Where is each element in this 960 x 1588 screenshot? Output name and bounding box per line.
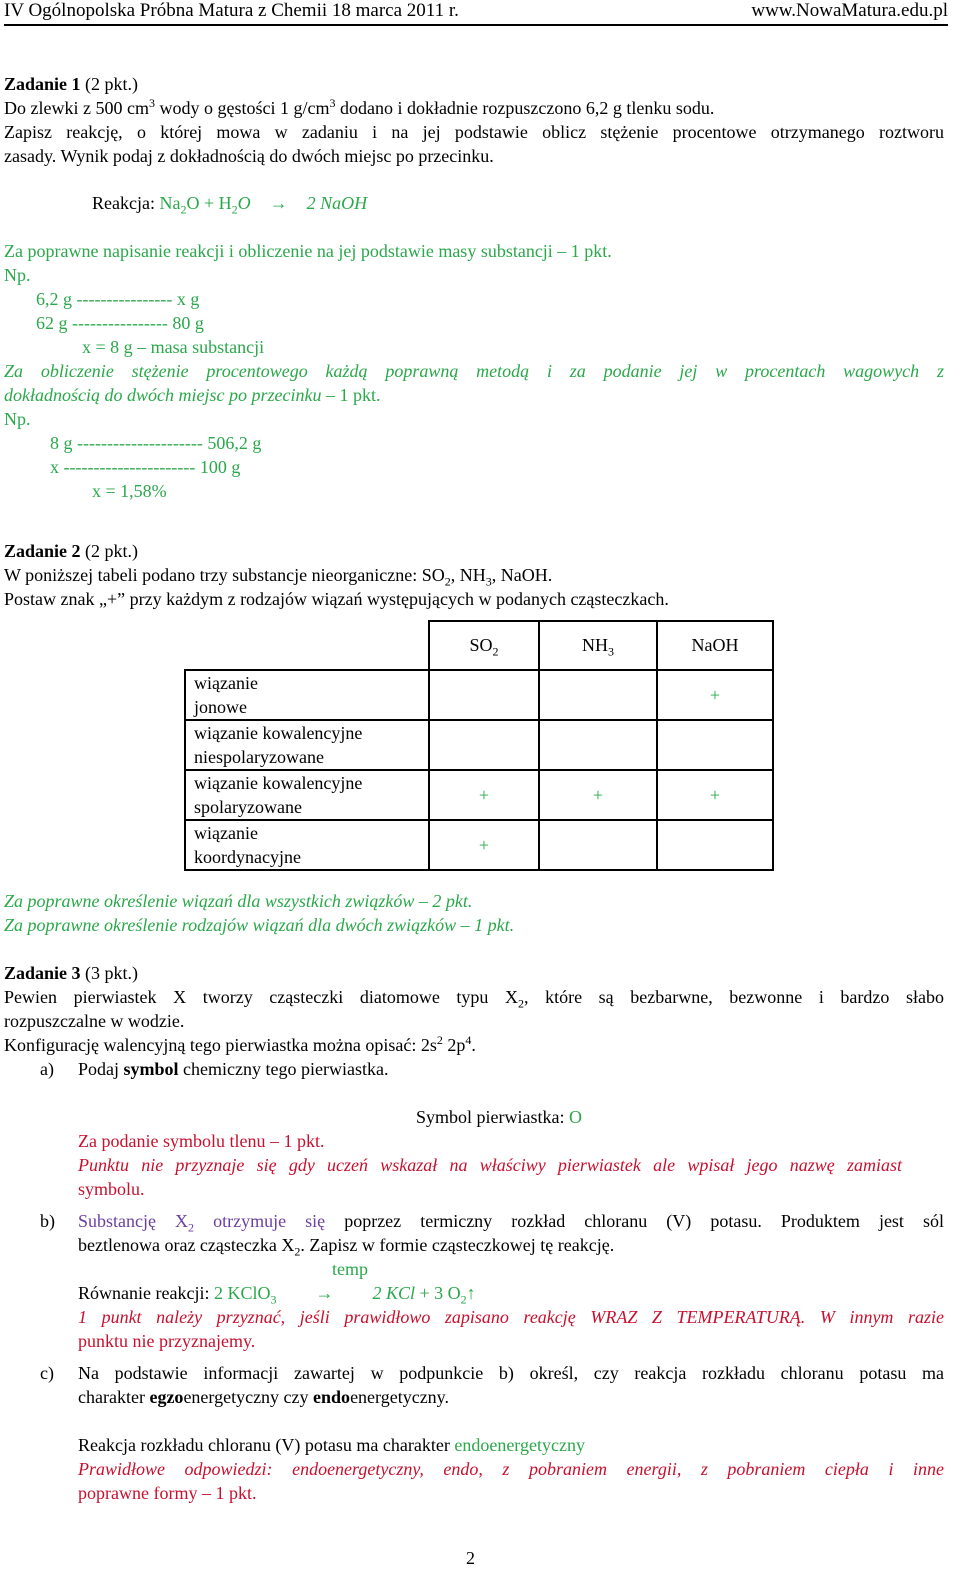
task2-criterion-1: Za poprawne określenie wiązań dla wszystkich związków – 2 pkt. bbox=[4, 891, 473, 911]
task3b-equation: Równanie reakcji: 2 KClO$_3$ → 2 KCl + 3 $O_2↑$ bbox=[78, 1283, 476, 1307]
task2-points: (2 pkt.) bbox=[85, 541, 139, 561]
bonds-table bbox=[184, 620, 774, 871]
task2-text-line1: W poniższej tabeli podano trzy substancje nieorganiczne: $SO_2$, $NH_3$, NaOH. bbox=[4, 565, 553, 589]
task1-points: (2 pkt.) bbox=[85, 74, 139, 94]
task3c-criterion-2: poprawne formy – 1 pkt. bbox=[78, 1483, 257, 1503]
table-cell bbox=[657, 720, 773, 770]
task1-text-line3: zasady. Wynik podaj z dokładnością do dwóch miejsc po przecinku. bbox=[4, 146, 494, 166]
reaction-arrow-icon: → bbox=[315, 1283, 334, 1303]
reaction-arrow-icon: → bbox=[269, 193, 288, 213]
table-cell bbox=[539, 820, 657, 870]
task1-criterion-2b: dokładnością do dwóch miejsc po przecinku – 1 pkt. bbox=[4, 385, 381, 405]
task1-proportion-4: x ---------------------- 100 g bbox=[50, 457, 241, 477]
gas-arrow-icon: ↑ bbox=[466, 1283, 476, 1303]
task1-criterion-2a: Za obliczenie stężenie procentowego każdą poprawną metodą i za podanie jej w procentach wagowych z bbox=[4, 361, 944, 381]
bonds-table-header bbox=[185, 621, 773, 670]
task3b-question-line1: Substancję $X_2$ otrzymuje się poprzez termiczny rozkład chloranu (V) potasu. Produktem jest sól bbox=[78, 1211, 944, 1235]
task3-points: (3 pkt.) bbox=[85, 963, 139, 983]
task1-proportion-2: 62 g ---------------- 80 g bbox=[36, 313, 204, 333]
task3c-answer: Reakcja rozkładu chloranu (V) potasu ma charakter endoenergetyczny bbox=[78, 1435, 585, 1455]
task1-proportion-1: 6,2 g ---------------- x g bbox=[36, 289, 200, 309]
task3a-criterion-2b: symbolu. bbox=[78, 1179, 145, 1199]
header-website: www.NowaMatura.edu.pl bbox=[751, 0, 948, 21]
task1-np-1: Np. bbox=[4, 265, 31, 285]
table-cell: + bbox=[429, 820, 539, 870]
page-number: 2 bbox=[466, 1548, 475, 1568]
task1-reaction: Reakcja: $Na_2O + H_2O \to 2$ NaOH bbox=[92, 193, 368, 217]
task3a-criterion-1: Za podanie symbolu tlenu – 1 pkt. bbox=[78, 1131, 325, 1151]
task3-text-line3: Konfigurację walencyjną tego pierwiastka można opisać: $2s^2$ $2p^4$. bbox=[4, 1033, 476, 1055]
task1-heading bbox=[4, 73, 138, 95]
task1-result-1: x = 8 g – masa substancji bbox=[82, 337, 265, 357]
task1-result-2: x = 1,58% bbox=[92, 481, 167, 501]
task1-criterion-1: Za poprawne napisanie reakcji i obliczenie na jej podstawie masy substancji – 1 pkt. bbox=[4, 241, 612, 261]
task2-heading bbox=[4, 540, 138, 562]
task3c-question-line1: Na podstawie informacji zawartej w podpunkcie b) określ, czy reakcja rozkładu chloranu potasu ma bbox=[78, 1363, 944, 1383]
task3b-criterion-2: punktu nie przyznajemy. bbox=[78, 1331, 256, 1351]
page-header bbox=[4, 0, 948, 26]
table-cell: + bbox=[429, 770, 539, 820]
col-nh3: $NH_3$ bbox=[539, 621, 657, 670]
table-cell: + bbox=[539, 770, 657, 820]
task3-text-line1: Pewien pierwiastek X tworzy cząsteczki diatomowe typu $X_2$, które są bezbarwne, bezwonne i bardzo słabo bbox=[4, 987, 944, 1011]
reaction-condition-temp: temp bbox=[332, 1259, 368, 1279]
task1-proportion-3: 8 g --------------------- 506,2 g bbox=[50, 433, 262, 453]
task3-text-line2: rozpuszczalne w wodzie. bbox=[4, 1011, 185, 1031]
task1-np-2: Np. bbox=[4, 409, 31, 429]
table-row: wiązanie jonowe + bbox=[185, 670, 773, 720]
task3a-symbol-answer: Symbol pierwiastka: O bbox=[416, 1107, 582, 1127]
table-cell: + bbox=[657, 770, 773, 820]
table-cell bbox=[429, 670, 539, 720]
task3-title: Zadanie 3 bbox=[4, 963, 81, 983]
table-cell bbox=[539, 720, 657, 770]
task3b-criterion-1: 1 punkt należy przyznać, jeśli prawidłowo zapisano reakcję WRAZ Z TEMPERATURĄ. W innym razie bbox=[78, 1307, 944, 1327]
task1-title: Zadanie 1 bbox=[4, 74, 81, 94]
table-cell: + bbox=[657, 670, 773, 720]
task2-criterion-2: Za poprawne określenie rodzajów wiązań dla dwóch związków – 1 pkt. bbox=[4, 915, 515, 935]
task3a-criterion-2a: Punktu nie przyznaje się gdy uczeń wskazał na właściwy pierwiastek ale wpisał jego nazwę zamiast bbox=[78, 1155, 902, 1175]
task3c-label: c) bbox=[40, 1363, 54, 1383]
task3c-criterion-1: Prawidłowe odpowiedzi: endoenergetyczny, endo, z pobraniem energii, z pobraniem ciepła i inne bbox=[78, 1459, 944, 1479]
col-so2: $SO_2$ bbox=[429, 621, 539, 670]
task1-text-line1: Do zlewki z 500 $cm^3$ wody o gęstości 1 $g/cm^3$ dodano i dokładnie rozpuszczono 6,2 g tlenku sodu. bbox=[4, 96, 715, 118]
task3c-question-line2: charakter egzoenergetyczny czy endoenergetyczny. bbox=[78, 1387, 450, 1407]
task1-text-line2: Zapisz reakcję, o której mowa w zadaniu i na jej podstawie oblicz stężenie procentowe otrzymanego roztworu bbox=[4, 122, 944, 142]
task3b-label: b) bbox=[40, 1211, 55, 1231]
task3a-label: a) bbox=[40, 1059, 54, 1079]
table-row: wiązanie kowalencyjne spolaryzowane + + + bbox=[185, 770, 773, 820]
task3b-question-line2: beztlenowa oraz cząsteczka $X_2$. Zapisz w formie cząsteczkowej tę reakcję. bbox=[78, 1235, 615, 1259]
header-title: IV Ogólnopolska Próbna Matura z Chemii 18 marca 2011 r. bbox=[4, 0, 459, 21]
task2-text-line2: Postaw znak „+” przy każdym z rodzajów wiązań występujących w podanych cząsteczkach. bbox=[4, 589, 669, 609]
task3a-question: Podaj symbol chemiczny tego pierwiastka. bbox=[78, 1059, 389, 1079]
table-cell bbox=[657, 820, 773, 870]
table-row: wiązanie kowalencyjne niespolaryzowane bbox=[185, 720, 773, 770]
task2-title: Zadanie 2 bbox=[4, 541, 81, 561]
task3-heading bbox=[4, 962, 138, 984]
col-naoh: NaOH bbox=[657, 621, 773, 670]
table-row: wiązanie koordynacyjne + bbox=[185, 820, 773, 870]
table-cell bbox=[539, 670, 657, 720]
table-cell bbox=[429, 720, 539, 770]
